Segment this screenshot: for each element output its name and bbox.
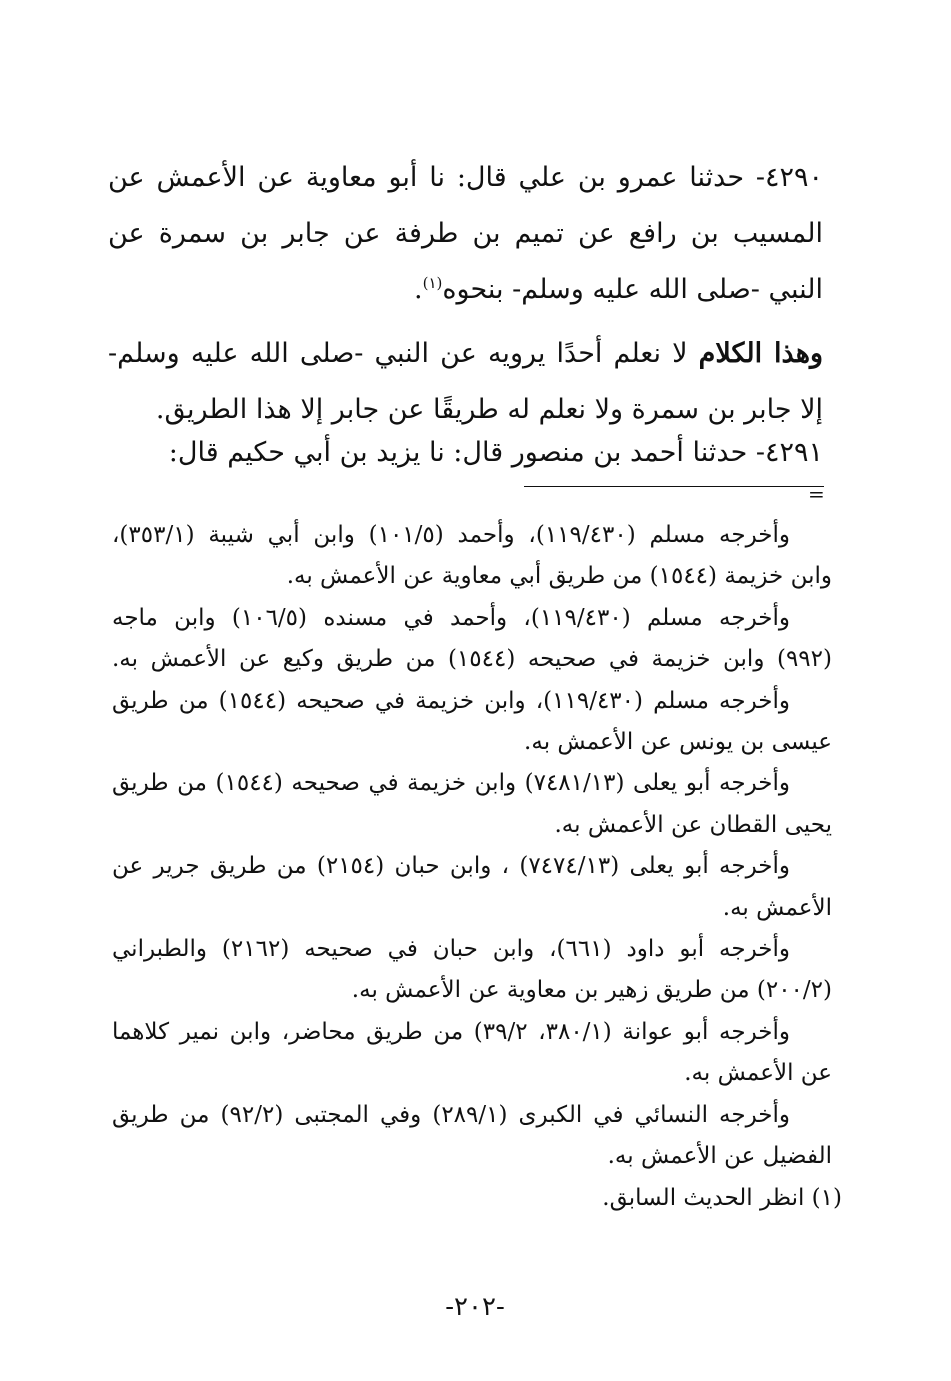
footnote-separator: [524, 486, 824, 487]
hadith-4290-text: ٤٢٩٠- حدثنا عمرو بن علي قال: نا أبو معاوية عن الأعمش عن المسيب بن رافع عن تميم بن طرفة عن جابر بن سمرة عن النبي -صلى الله عليه وسلم- بنحوه: [108, 162, 823, 305]
footnote-1: (١) انظر الحديث السابق.: [602, 1184, 842, 1211]
main-text: [108, 150, 823, 446]
footnote-line: عيسى بن يونس عن الأعمش به.: [524, 729, 832, 756]
footnote-line: وأخرجه مسلم (١١٩/٤٣٠)، وأحمد (١٠١/٥) وابن أبي شيبة (٣٥٣/١)،: [112, 522, 790, 548]
footnote-line: وأخرجه أبو داود (٦٦١)، وابن حبان في صحيحه (٢١٦٢) والطبراني: [112, 936, 791, 963]
hadith-4290-end: .: [414, 274, 423, 305]
footnotes: [112, 515, 842, 1219]
footnote-line: وأخرجه أبو يعلى (٧٤٨١/١٣) وابن خزيمة في صحيحه (١٥٤٤) من طريق: [112, 770, 790, 797]
hadith-4291: ٤٢٩١- حدثنا أحمد بن منصور قال: نا يزيد بن أبي حكيم قال:: [168, 437, 823, 468]
footnote-line: الفضيل عن الأعمش به.: [607, 1143, 832, 1170]
page-number: -٢٠٢-: [445, 1292, 505, 1322]
comment-bold-lead: وهذا الكلام: [698, 338, 823, 369]
footnote-line: (٩٩٢) وابن خزيمة في صحيحه (١٥٤٤) من طريق وكيع عن الأعمش به.: [112, 646, 832, 673]
hadith-4290: [108, 150, 823, 318]
footnote-line: وأخرجه أبو يعلى (٧٤٧٤/١٣) ، وابن حبان (٢١٥٤) من طريق جرير عن: [112, 853, 791, 880]
comment-rest: لا نعلم أحدًا يرويه عن النبي -صلى الله عليه وسلم- إلا جابر بن سمرة ولا نعلم له طريقًا عن جابر إلا هذا الطريق.: [108, 338, 823, 425]
footnote-line: وأخرجه مسلم (١١٩/٤٣٠)، وأحمد في مسنده (١٠٦/٥) وابن ماجه: [112, 604, 790, 631]
footnote-ref-1: (١): [422, 274, 443, 292]
comment-paragraph: [108, 326, 823, 438]
footnote-continuation-marker: =: [808, 482, 825, 506]
footnote-line: عن الأعمش به.: [684, 1060, 832, 1087]
footnote-line: يحيى القطان عن الأعمش به.: [554, 811, 832, 838]
footnote-line: الأعمش به.: [722, 894, 832, 921]
footnote-line: (٢٠٠/٢) من طريق زهير بن معاوية عن الأعمش به.: [351, 977, 832, 1004]
footnote-line: وأخرجه مسلم (١١٩/٤٣٠)، وابن خزيمة في صحيحه (١٥٤٤) من طريق: [112, 687, 790, 714]
footnote-line: وأخرجه أبو عوانة (٣٨٠/١، ٣٩/٢) من طريق محاضر، وابن نمير كلاهما: [112, 1018, 790, 1045]
footnote-line: وابن خزيمة (١٥٤٤) من طريق أبي معاوية عن الأعمش به.: [286, 563, 832, 590]
footnote-line: وأخرجه النسائي في الكبرى (٢٨٩/١) وفي المجتبى (٩٢/٢) من طريق: [112, 1101, 790, 1128]
